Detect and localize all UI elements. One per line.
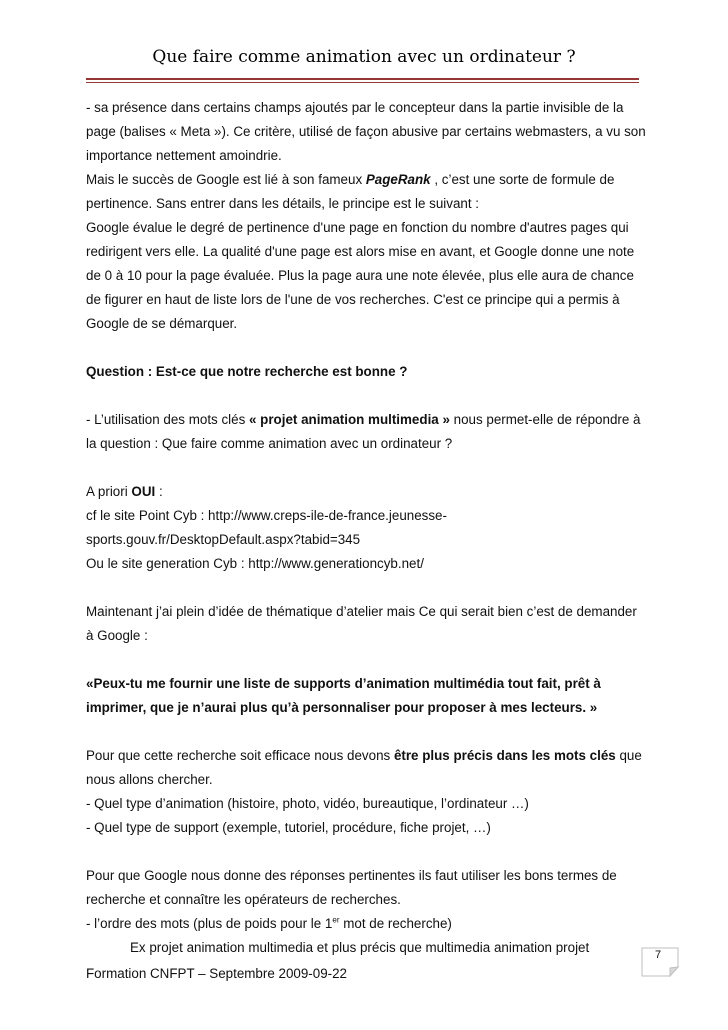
paragraph-meta: - sa présence dans certains champs ajoutés par le concepteur dans la partie invisible de la page (balises « Meta »). Ce critère, utilisé de façon abusive par certains webmasters, a vu son importance nettement amoindrie. [86, 100, 646, 163]
keywords-term: « projet animation multimedia » [249, 412, 450, 427]
site-generation-cyb: Ou le site generation Cyb : http://www.generationcyb.net/ [86, 556, 424, 571]
quote-request: «Peux-tu me fournir une liste de supports d’animation multimédia tout fait, prêt à imprimer, que je n’aurai plus qu’à personnaliser pour proposer à mes lecteurs. » [86, 676, 601, 715]
site-point-cyb: cf le site Point Cyb : http://www.creps-ile-de-france.jeunesse-sports.gouv.fr/DesktopDefault.aspx?tabid=345 [86, 508, 447, 547]
paragraph-keywords: - L’utilisation des mots clés « projet animation multimedia » nous permet-elle de répondre à la question : Que faire comme animation avec un ordinateur ? [86, 412, 641, 451]
apriori-line: A priori OUI : [86, 484, 163, 499]
page-footer: Formation CNFPT – Septembre 2009-09-22 [86, 966, 347, 981]
list-item: - Quel type d’animation (histoire, photo, vidéo, bureautique, l’ordinateur …) [86, 796, 529, 811]
example-line: Ex projet animation multimedia et plus précis que multimedia animation projet [130, 940, 590, 955]
header-rule-thin [86, 82, 639, 83]
page-number: 7 [655, 949, 662, 961]
paragraph-terms: Pour que Google nous donne des réponses pertinentes ils faut utiliser les bons termes de recherche et connaître les opérateurs de recherches. [86, 868, 617, 907]
question-heading: Question : Est-ce que notre recherche est bonne ? [86, 364, 408, 379]
page-header-title: Que faire comme animation avec un ordinateur ? [152, 47, 576, 67]
page-number-box [641, 947, 679, 977]
paragraph-google-rating: Google évalue le degré de pertinence d'une page en fonction du nombre d'autres pages qui redirigent vers elle. La qualité d'une page est alors mise en avant, et Google donne une note de 0 à 10 pour la page évaluée. Plus la page aura une note élevée, plus elle aura de chance de figurer en haut de liste lors de l'une de vos recherches. C'est ce principe qui a permis à Google de se démarquer. [86, 220, 635, 331]
paragraph-precision: Pour que cette recherche soit efficace nous devons être plus précis dans les mots clés que nous allons chercher. [86, 748, 642, 787]
document-body [86, 96, 646, 960]
pagerank-term: PageRank [365, 172, 431, 187]
header-rule-thick [86, 78, 639, 80]
paragraph-ask-google: Maintenant j’ai plein d’idée de thématique d’atelier mais Ce qui serait bien c’est de demander à Google : [86, 604, 637, 643]
list-item: - Quel type de support (exemple, tutoriel, procédure, fiche projet, …) [86, 820, 491, 835]
paragraph-pagerank: Mais le succès de Google est lié à son fameux PageRank , c’est une sorte de formule de pertinence. Sans entrer dans les détails, le principe est le suivant : [86, 172, 615, 211]
word-order-line: - l’ordre des mots (plus de poids pour le 1er mot de recherche) [86, 915, 452, 931]
